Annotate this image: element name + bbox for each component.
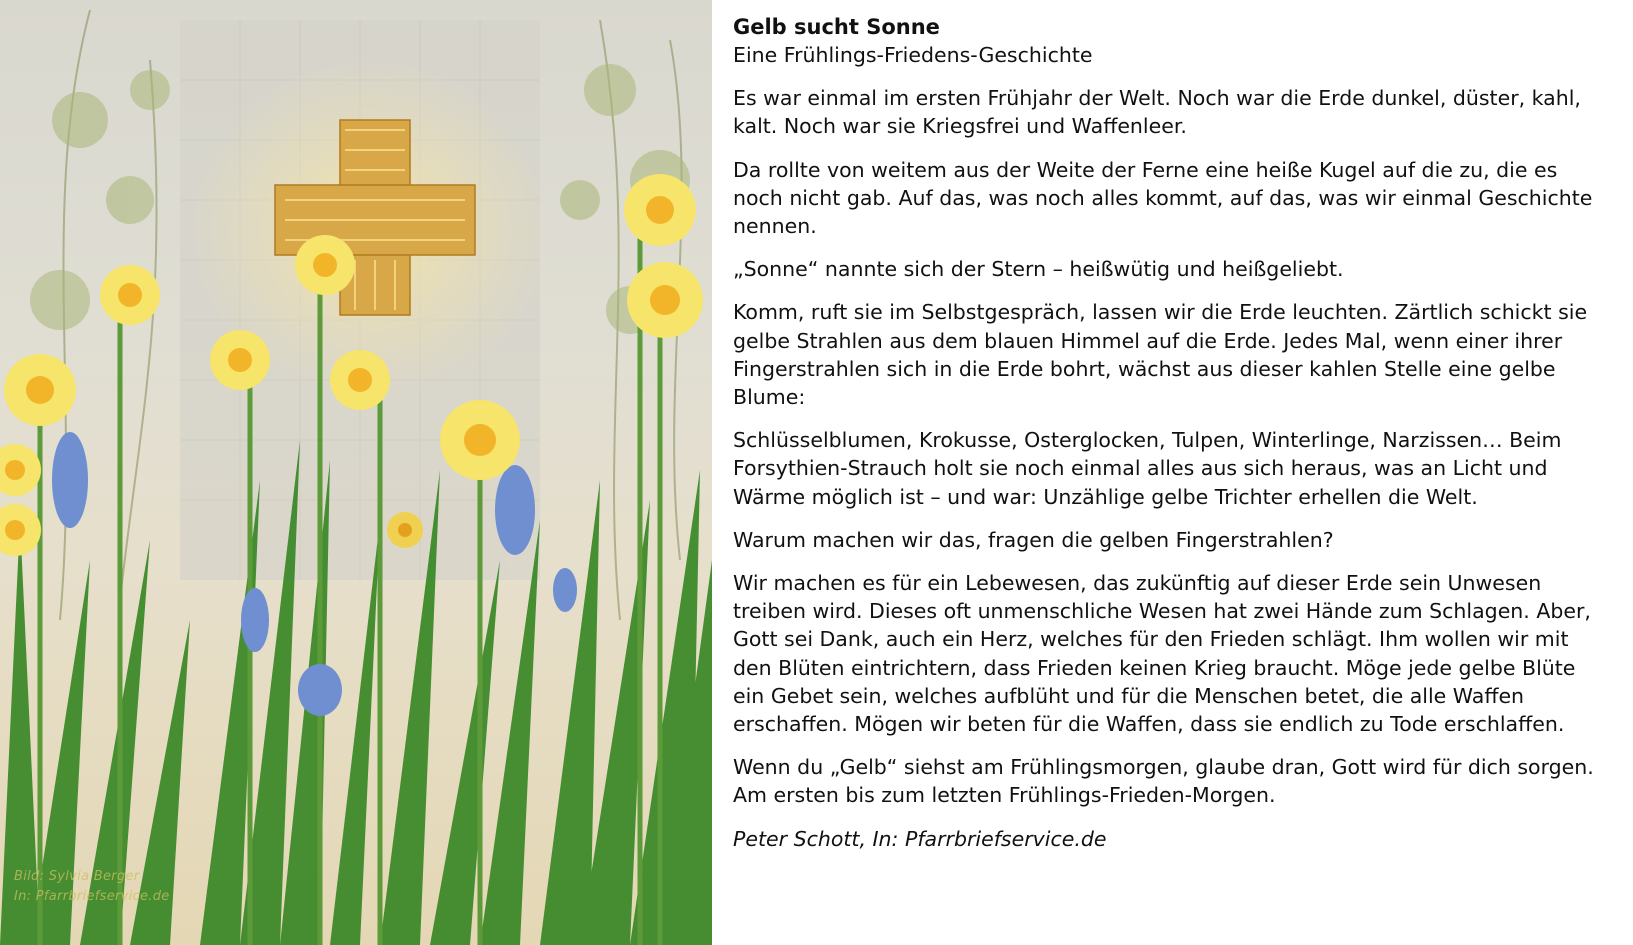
- spring-flowers-photo: [0, 0, 712, 945]
- story-paragraph: „Sonne“ nannte sich der Stern – heißwütig und heißgeliebt.: [733, 257, 1344, 282]
- photo-illustration: [0, 0, 712, 945]
- story-text: [733, 13, 1613, 868]
- story-title: Gelb sucht Sonne: [733, 15, 940, 39]
- story-subtitle: Eine Frühlings-Friedens-Geschichte: [733, 43, 1093, 67]
- story-paragraph: Wenn du „Gelb“ siehst am Frühlingsmorgen, glaube dran, Gott wird für dich sorgen. Am ersten bis zum letzten Frühlings-Frieden-Morgen.: [733, 755, 1594, 808]
- watermark-line-1: Bild: Sylvia Berger: [14, 869, 140, 884]
- story-paragraph: Warum machen wir das, fragen die gelben Fingerstrahlen?: [733, 527, 1334, 552]
- story-paragraph: Komm, ruft sie im Selbstgespräch, lassen wir die Erde leuchten. Zärtlich schickt sie gelbe Strahlen aus dem blauen Himmel auf die Erde. Jedes Mal, wenn einer ihrer Fingerstrahlen sich in die Erde bohrt, wächst aus dieser kahlen Stelle eine gelbe Blume:: [733, 300, 1588, 410]
- story-author: Peter Schott, In: Pfarrbriefservice.de: [733, 826, 1107, 851]
- story-paragraph: Wir machen es für ein Lebewesen, das zukünftig auf dieser Erde sein Unwesen treiben wird. Dieses oft unmenschliche Wesen hat zwei Hände zum Schlagen. Aber, Gott sei Dank, auch ein Herz, welches für den Frieden schlägt. Ihm wollen wir mit den Blüten eintrichtern, dass Frieden keinen Krieg braucht. Möge jede gelbe Blüte ein Gebet sein, welches aufblüht und für die Menschen betet, die alle Waffen erschaffen. Mögen wir beten für die Waffen, dass sie endlich zu Tode erschlaffen.: [733, 571, 1591, 737]
- watermark-line-2: In: Pfarrbriefservice.de: [14, 889, 170, 904]
- story-paragraph: Schlüsselblumen, Krokusse, Osterglocken, Tulpen, Winterlinge, Narzissen… Beim Forsythien-Strauch holt sie noch einmal alles aus sich heraus, was an Licht und Wärme möglich ist – und war: Unzählige gelbe Trichter erhellen die Welt.: [733, 428, 1562, 509]
- photo-watermark: [14, 867, 170, 907]
- story-paragraph: Da rollte von weitem aus der Weite der Ferne eine heiße Kugel auf die zu, die es noch nicht gab. Auf das, was noch alles kommt, auf das, was wir einmal Geschichte nennen.: [733, 157, 1593, 239]
- story-paragraph: Es war einmal im ersten Frühjahr der Welt. Noch war die Erde dunkel, düster, kahl, kalt. Noch war sie Kriegsfrei und Waffenleer.: [733, 86, 1581, 139]
